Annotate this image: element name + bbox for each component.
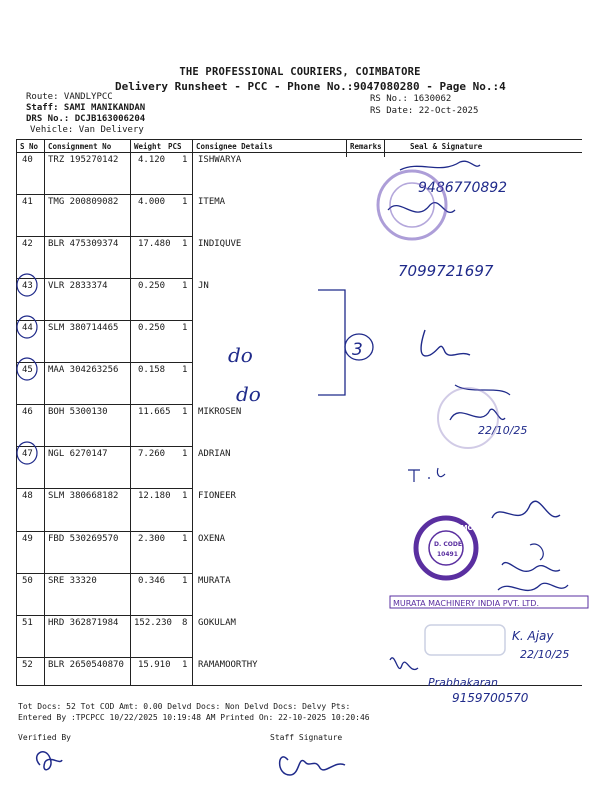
runsheet-title: Delivery Runsheet - PCC - Phone No.:9047080280 - Page No.:4 [115,80,506,93]
stamp-ring [416,518,476,578]
row-consignee: ISHWARYA [198,155,242,165]
row-consignment: BOH 5300130 [48,407,108,417]
row-consignment: MAA 304263256 [48,365,119,375]
stamp-border [390,596,588,608]
row-pcs: 1 [182,155,188,165]
row-sno: 47 [22,449,33,459]
row-consignee: ITEMA [198,197,226,207]
row-sno: 41 [22,197,33,207]
row-weight: 2.300 [138,534,166,544]
bracket-mark [318,290,345,395]
round-stamp-faded [438,388,498,448]
col-header-pcs: PCS [168,142,182,151]
row-consignee: ADRIAN [198,449,231,459]
row-weight: 7.260 [138,449,166,459]
drs-number: DRS No.: DCJB163006204 [26,114,146,124]
entered-by-line: Entered By :TPCPCC 10/22/2025 10:19:48 AM Printed On: 22-10-2025 10:20:46 [18,713,370,722]
rs-number: RS No.: 1630062 [370,94,452,104]
row-weight: 0.158 [138,365,166,375]
staff-signature [280,757,345,775]
verified-by-label: Verified By [18,733,71,742]
row-pcs: 1 [182,239,188,249]
col-divider [130,139,131,685]
row-weight: 0.346 [138,576,166,586]
round-stamp-faded [378,171,446,239]
initials-scribble [408,468,445,482]
staff-signature-label: Staff Signature [270,733,343,742]
row-rule [16,531,192,532]
row-sno: 43 [22,281,33,291]
table-top-rule [16,139,582,140]
row-sno: 52 [22,660,33,670]
stamp-text: OXENA MOTORS [431,524,495,532]
ditto-mark: do [236,382,261,406]
row-weight: 15.910 [138,660,171,670]
col-divider [192,139,193,685]
row-weight: 152.230 [134,618,172,628]
stamp-inner-ring [429,531,463,565]
row-consignee: OXENA [198,534,226,544]
signature-scribble [400,161,480,170]
route-label: Route: VANDLYPCC [26,92,113,102]
handwritten-phone: 9486770892 [418,180,508,196]
row-pcs: 1 [182,491,188,501]
row-rule [16,446,192,447]
row-rule [16,194,192,195]
row-rule [16,488,192,489]
staff-label: Staff: SAMI MANIKANDAN [26,103,146,113]
row-pcs: 8 [182,618,188,628]
row-consignment: FBD 530269570 [48,534,119,544]
row-consignment: SLM 380714465 [48,323,119,333]
row-weight: 12.180 [138,491,171,501]
stamp-text: D. CODE [434,541,462,548]
faded-stamp [425,625,505,655]
ditto-mark: do [228,343,253,367]
signature-scribble [502,563,560,572]
row-sno: 46 [22,407,33,417]
stamp-text: 10491 [437,551,458,558]
row-sno: 51 [22,618,33,628]
row-rule [16,573,192,574]
row-rule [16,278,192,279]
row-rule [16,236,192,237]
signature-scribble [492,501,560,518]
row-sno: 49 [22,534,33,544]
signature-scribble [390,658,418,670]
row-consignee: JN [198,281,209,291]
col-header-consignment: Consignment No [48,142,112,151]
col-divider [44,139,45,685]
handwritten-phone: 9159700570 [452,691,529,705]
signature-scribble [388,203,455,213]
row-pcs: 1 [182,407,188,417]
row-consignee: GOKULAM [198,618,236,628]
col-divider [384,139,385,157]
row-rule [16,404,192,405]
col-header-seal: Seal & Signature [410,142,483,151]
signature-scribble [455,385,510,395]
col-divider [346,139,347,157]
totals-line: Tot Docs: 52 Tot COD Amt: 0.00 Delvd Docs: Non Delvd Docs: Delvy Pts: [18,702,351,711]
col-header-sno: S No [20,142,39,151]
stamp-text: CBE [436,568,452,576]
row-weight: 0.250 [138,323,166,333]
row-pcs: 1 [182,323,188,333]
row-consignment: SRE 33320 [48,576,97,586]
table-bottom-rule [16,685,582,686]
row-consignment: BLR 475309374 [48,239,119,249]
row-consignee: FIONEER [198,491,236,501]
row-pcs: 1 [182,534,188,544]
signature-scribble [450,409,505,420]
company-title: THE PROFESSIONAL COURIERS, COIMBATORE [179,66,421,78]
row-pcs: 1 [182,576,188,586]
col-header-consignee: Consignee Details [196,142,273,151]
row-sno: 45 [22,365,33,375]
row-consignment: TRZ 195270142 [48,155,119,165]
col-header-remarks: Remarks [350,142,382,151]
row-sno: 42 [22,239,33,249]
row-weight: 4.000 [138,197,166,207]
row-sno: 44 [22,323,33,333]
row-pcs: 1 [182,197,188,207]
row-sno: 40 [22,155,33,165]
table-header-rule [16,152,582,153]
handwritten-name: Prabhakaran [428,676,498,689]
row-consignee: RAMAMOORTHY [198,660,258,670]
stamp-text: MURATA MACHINERY INDIA PVT. LTD. [393,599,539,608]
handwritten-name: K. Ajay [512,629,554,643]
row-consignment: SLM 380668182 [48,491,119,501]
row-pcs: 1 [182,365,188,375]
row-consignment: HRD 362871984 [48,618,119,628]
row-rule [16,362,192,363]
vehicle-label: Vehicle: Van Delivery [30,125,144,135]
handwritten-phone: 7099721697 [398,262,494,280]
rs-date: RS Date: 22-Oct-2025 [370,106,479,116]
row-pcs: 1 [182,449,188,459]
row-sno: 50 [22,576,33,586]
murata-stamp [390,596,588,608]
row-consignment: NGL 6270147 [48,449,108,459]
row-pcs: 1 [182,660,188,670]
signature-scribble [530,544,543,560]
row-consignee: MURATA [198,576,231,586]
row-rule [16,615,192,616]
row-rule [16,657,192,658]
signature-scribble [498,583,568,590]
round-stamp-inner [390,183,434,227]
row-consignee: MIKROSEN [198,407,242,417]
row-weight: 17.480 [138,239,171,249]
verifier-signature [37,752,62,770]
table-left-border [16,139,17,685]
row-consignment: TMG 200809082 [48,197,119,207]
row-pcs: 1 [182,281,188,291]
row-weight: 11.665 [138,407,171,417]
oxena-stamp [416,518,495,578]
circled-count: 3 [352,340,363,360]
row-consignment: BLR 2650540870 [48,660,124,670]
row-sno: 48 [22,491,33,501]
circle-mark [345,334,373,360]
row-weight: 0.250 [138,281,166,291]
row-consignment: VLR 2833374 [48,281,108,291]
handwritten-date: 22/10/25 [520,648,570,661]
row-weight: 4.120 [138,155,166,165]
row-consignee: INDIQUVE [198,239,242,249]
handwritten-date: 22/10/25 [478,424,528,437]
col-header-weight: Weight [134,142,162,151]
signature-scribble [421,330,470,356]
row-rule [16,320,192,321]
